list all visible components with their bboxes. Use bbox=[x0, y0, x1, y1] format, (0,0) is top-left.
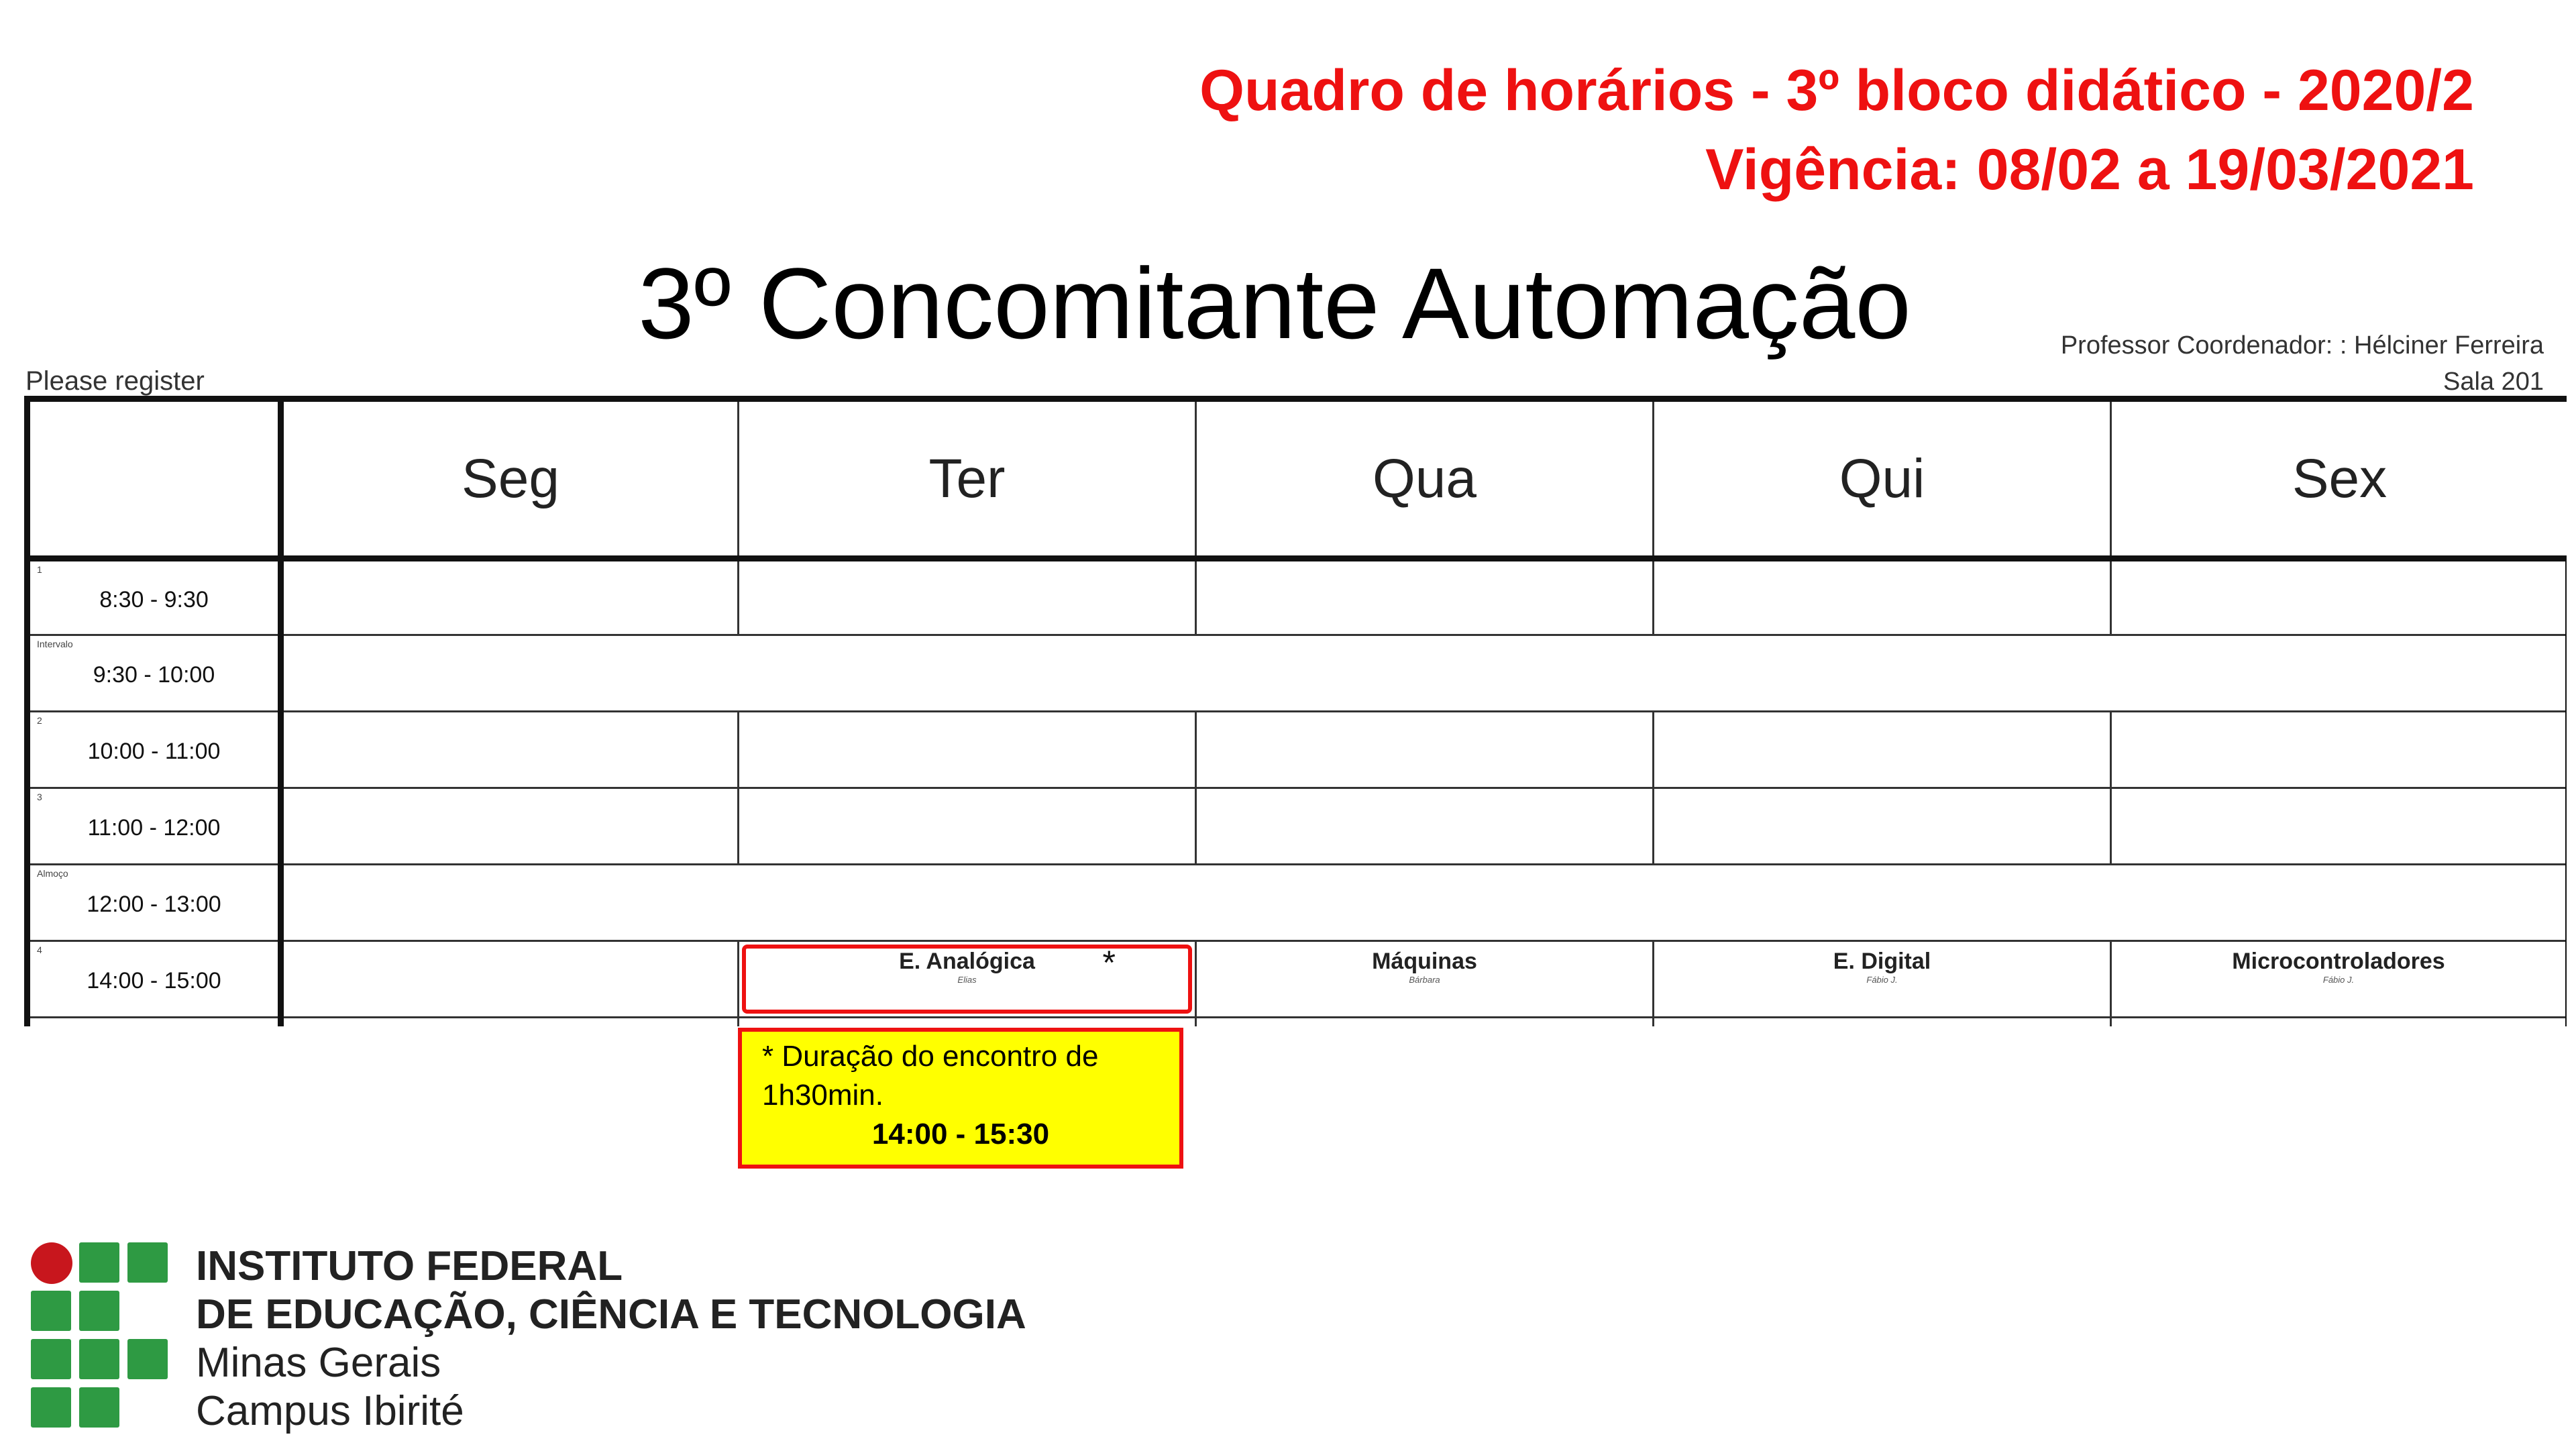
empty-cell bbox=[739, 788, 1196, 865]
header-line-1: Quadro de horários - 3º bloco didático - 2020/2 bbox=[1199, 58, 2474, 123]
institution-name bbox=[196, 1242, 1026, 1436]
table-row bbox=[28, 941, 2567, 1018]
logo-square bbox=[79, 1339, 119, 1379]
logo-square bbox=[79, 1291, 119, 1331]
logo-square bbox=[127, 1339, 168, 1379]
room-label: Sala 201 bbox=[2443, 368, 2544, 396]
empty-cell bbox=[1196, 559, 1654, 635]
class-cell-qui bbox=[1654, 941, 2111, 1018]
slot-index: 3 bbox=[37, 792, 42, 802]
table-row bbox=[28, 635, 2567, 712]
slot-index: Intervalo bbox=[37, 639, 73, 649]
empty-cell bbox=[2111, 1018, 2567, 1027]
schedule-table bbox=[24, 396, 2567, 1026]
slot-index: Almoço bbox=[37, 868, 68, 879]
slot-time: 8:30 - 9:30 bbox=[99, 586, 209, 612]
class-subject: Microcontroladores bbox=[2232, 948, 2445, 974]
empty-cell bbox=[1654, 1018, 2111, 1027]
note-text: * Duração do encontro de 1h30min. bbox=[762, 1040, 1099, 1112]
class-professor: Fábio J. bbox=[2322, 974, 2355, 985]
class-subject: E. Analógica bbox=[899, 948, 1035, 974]
corner-cell bbox=[28, 399, 281, 559]
empty-cell bbox=[281, 788, 739, 865]
slot-time: 9:30 - 10:00 bbox=[93, 662, 215, 688]
empty-cell bbox=[281, 712, 739, 788]
coordinator-label: Professor Coordenador: : Hélciner Ferreira bbox=[2060, 331, 2544, 360]
institution-line-2: DE EDUCAÇÃO, CIÊNCIA E TECNOLOGIA bbox=[196, 1291, 1026, 1338]
empty-cell bbox=[281, 1018, 739, 1027]
class-title: 3º Concomitante Automação bbox=[638, 247, 1911, 360]
day-header-seg: Seg bbox=[281, 399, 739, 559]
day-header-sex: Sex bbox=[2111, 399, 2567, 559]
slot-time: 11:00 - 12:00 bbox=[87, 815, 221, 841]
slot-index: 2 bbox=[37, 715, 42, 726]
asterisk-mark: * bbox=[1102, 944, 1116, 981]
duration-note bbox=[738, 1028, 1183, 1169]
institution-line-4: Campus Ibirité bbox=[196, 1388, 464, 1434]
coordinator-block bbox=[2061, 327, 2544, 400]
table-row bbox=[28, 1018, 2567, 1027]
highlight-box bbox=[742, 945, 1192, 1014]
day-header-row bbox=[28, 399, 2567, 559]
time-cell bbox=[28, 941, 281, 1018]
logo-dot bbox=[31, 1242, 72, 1284]
class-cell-ter bbox=[739, 941, 1196, 1018]
empty-cell bbox=[1196, 788, 1654, 865]
slot-time: 10:00 - 11:00 bbox=[87, 739, 221, 764]
time-cell bbox=[28, 559, 281, 635]
logo-square bbox=[31, 1387, 71, 1428]
slot-index: 1 bbox=[37, 564, 42, 575]
slot-time: 14:00 - 15:00 bbox=[87, 968, 221, 994]
empty-cell bbox=[2111, 788, 2567, 865]
empty-cell bbox=[2111, 712, 2567, 788]
empty-cell bbox=[281, 941, 739, 1018]
logo-square bbox=[79, 1387, 119, 1428]
day-header-qua: Qua bbox=[1196, 399, 1654, 559]
class-professor: Elias bbox=[957, 974, 977, 985]
header-line-2: Vigência: 08/02 a 19/03/2021 bbox=[1705, 138, 2474, 202]
break-cell bbox=[281, 635, 2567, 712]
slot-time: 12:00 - 13:00 bbox=[87, 892, 221, 917]
empty-cell bbox=[2111, 559, 2567, 635]
class-professor: Fábio J. bbox=[1866, 974, 1898, 985]
empty-cell bbox=[1196, 712, 1654, 788]
if-logo bbox=[31, 1242, 178, 1430]
empty-cell bbox=[739, 1018, 1196, 1027]
empty-cell bbox=[739, 559, 1196, 635]
lunch-cell bbox=[281, 865, 2567, 941]
schedule-header bbox=[1199, 51, 2474, 209]
table-row bbox=[28, 559, 2567, 635]
table-row bbox=[28, 865, 2567, 941]
logo-square bbox=[31, 1339, 71, 1379]
class-subject: Máquinas bbox=[1372, 948, 1477, 974]
class-professor: Bárbara bbox=[1409, 974, 1440, 985]
time-cell bbox=[28, 635, 281, 712]
logo-square bbox=[127, 1242, 168, 1283]
register-note: Please register bbox=[25, 366, 205, 396]
empty-cell bbox=[1654, 559, 2111, 635]
class-cell-sex bbox=[2111, 941, 2567, 1018]
logo-square bbox=[31, 1291, 71, 1331]
table-row bbox=[28, 712, 2567, 788]
empty-cell bbox=[281, 559, 739, 635]
empty-cell bbox=[739, 712, 1196, 788]
empty-cell bbox=[1654, 712, 2111, 788]
empty-cell bbox=[1196, 1018, 1654, 1027]
institution-line-1: INSTITUTO FEDERAL bbox=[196, 1243, 623, 1289]
day-header-ter: Ter bbox=[739, 399, 1196, 559]
logo-square bbox=[79, 1242, 119, 1283]
class-subject: E. Digital bbox=[1833, 948, 1931, 974]
class-cell-qua bbox=[1196, 941, 1654, 1018]
note-time: 14:00 - 15:30 bbox=[871, 1118, 1050, 1150]
day-header-qui: Qui bbox=[1654, 399, 2111, 559]
slot-index: 4 bbox=[37, 945, 42, 955]
schedule-grid bbox=[24, 396, 2567, 1026]
time-cell bbox=[28, 1018, 281, 1027]
table-row bbox=[28, 788, 2567, 865]
time-cell bbox=[28, 788, 281, 865]
institution-line-3: Minas Gerais bbox=[196, 1340, 441, 1386]
time-cell bbox=[28, 712, 281, 788]
empty-cell bbox=[1654, 788, 2111, 865]
time-cell bbox=[28, 865, 281, 941]
